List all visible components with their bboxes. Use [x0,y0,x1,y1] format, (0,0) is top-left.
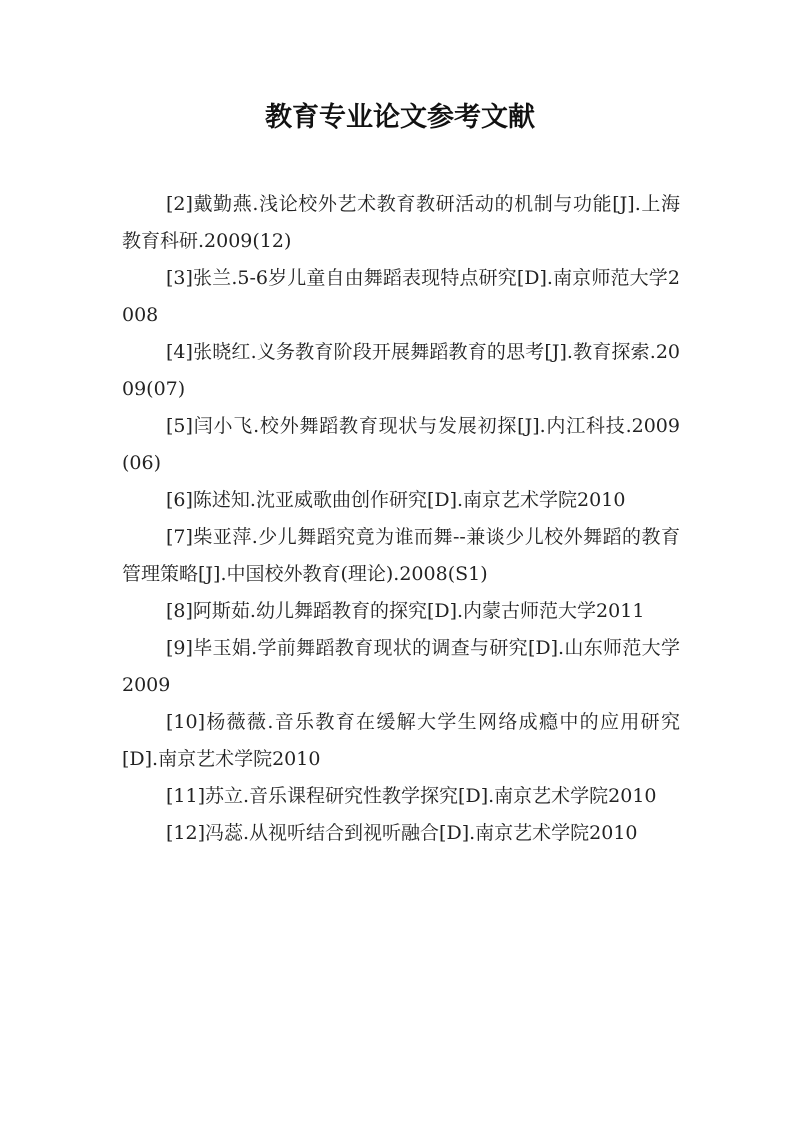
reference-entry: [12]冯蕊.从视听结合到视听融合[D].南京艺术学院2010 [166,822,638,844]
reference-entry: [10]杨薇薇.音乐教育在缓解大学生网络成瘾中的应用研究[D].南京艺术学院2010 [122,711,680,770]
reference-list [122,186,680,852]
reference-entry: [6]陈述知.沈亚威歌曲创作研究[D].南京艺术学院2010 [166,489,626,511]
reference-entry: [4]张晓红.义务教育阶段开展舞蹈教育的思考[J].教育探索.2009(07) [122,341,680,400]
reference-entry: [3]张兰.5-6岁儿童自由舞蹈表现特点研究[D].南京师范大学2008 [122,267,680,326]
reference-entry: [8]阿斯茹.幼儿舞蹈教育的探究[D].内蒙古师范大学2011 [166,600,645,622]
reference-entry: [2]戴勤燕.浅论校外艺术教育教研活动的机制与功能[J].上海教育科研.2009(12) [122,193,680,252]
reference-entry: [9]毕玉娟.学前舞蹈教育现状的调查与研究[D].山东师范大学2009 [122,637,680,696]
reference-entry: [7]柴亚萍.少儿舞蹈究竟为谁而舞--兼谈少儿校外舞蹈的教育管理策略[J].中国校外教育(理论).2008(S1) [122,526,680,585]
reference-entry: [5]闫小飞.校外舞蹈教育现状与发展初探[J].内江科技.2009(06) [122,415,680,474]
reference-entry: [11]苏立.音乐课程研究性教学探究[D].南京艺术学院2010 [166,785,657,807]
document-title: 教育专业论文参考文献 [265,102,535,133]
